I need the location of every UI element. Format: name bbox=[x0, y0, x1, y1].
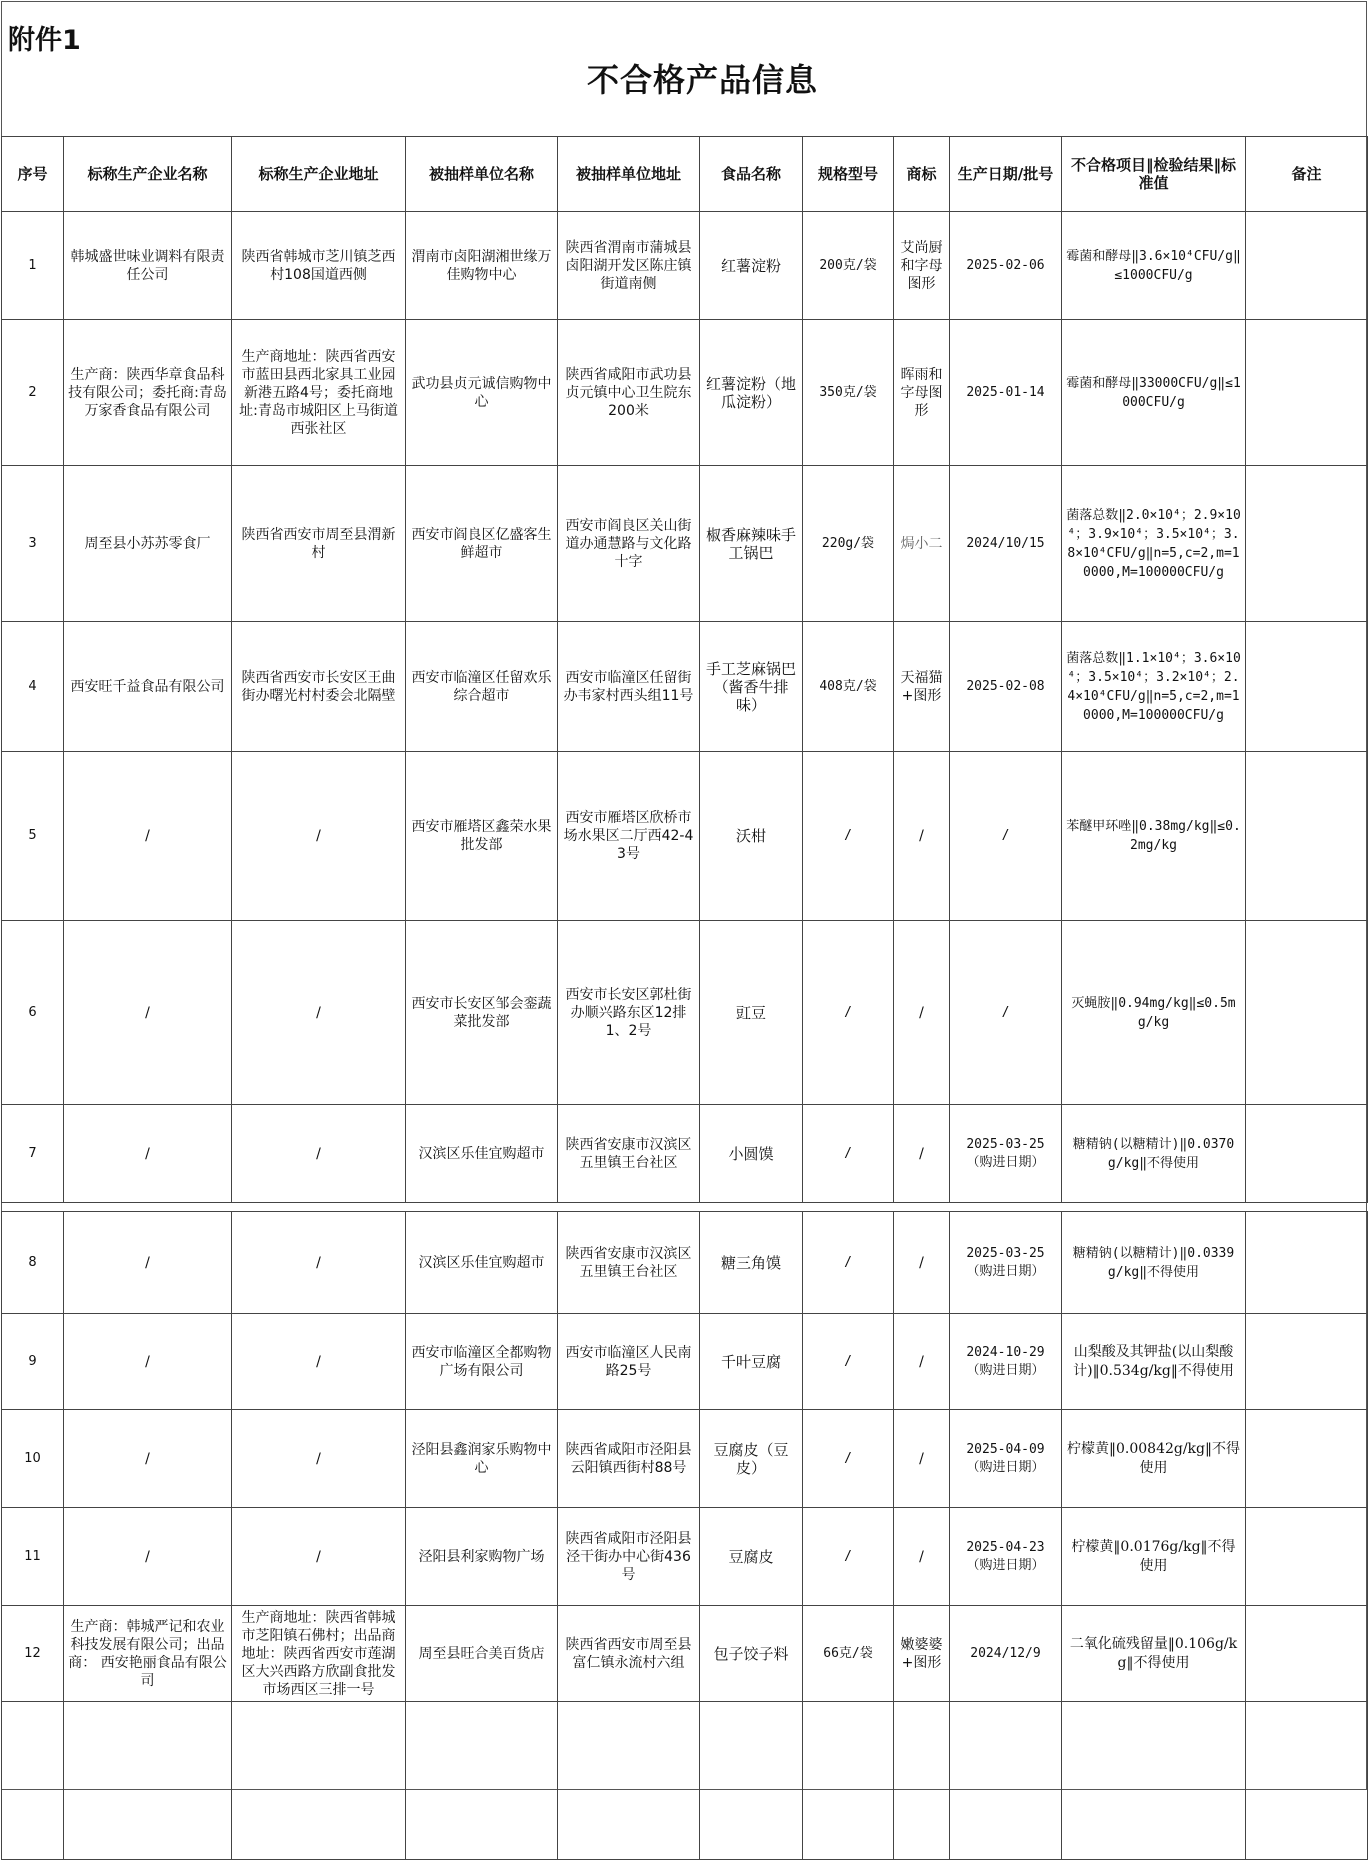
cell-no: 11 bbox=[2, 1508, 64, 1606]
cell-brand: 晖雨和字母图形 bbox=[894, 320, 950, 466]
cell-item: 山梨酸及其钾盐(以山梨酸计)‖0.534g/kg‖不得使用 bbox=[1062, 1314, 1246, 1410]
cell-brand: 艾尚厨和字母图形 bbox=[894, 212, 950, 320]
cell-sampled-name: 汉滨区乐佳宜购超市 bbox=[406, 1212, 558, 1314]
cell-remark bbox=[1246, 752, 1368, 921]
cell-date: / bbox=[950, 921, 1062, 1105]
cell-spec: / bbox=[803, 921, 894, 1105]
cell-no: 4 bbox=[2, 622, 64, 752]
table-row bbox=[2, 466, 1368, 622]
cell-date: 2024-10-29（购进日期） bbox=[950, 1314, 1062, 1410]
cell-brand: / bbox=[894, 752, 950, 921]
cell-remark bbox=[1246, 921, 1368, 1105]
cell-sampled-address: 陕西省西安市周至县富仁镇永流村六组 bbox=[558, 1606, 700, 1702]
cell-spec: 408克/袋 bbox=[803, 622, 894, 752]
cell-producer-address: / bbox=[232, 752, 406, 921]
cell-remark bbox=[1246, 1606, 1368, 1702]
cell-producer-address: 陕西省西安市长安区王曲街办曙光村村委会北隔壁 bbox=[232, 622, 406, 752]
table-row bbox=[2, 1606, 1368, 1702]
cell-brand: / bbox=[894, 921, 950, 1105]
header-item: 不合格项目‖检验结果‖标准值 bbox=[1062, 137, 1246, 212]
cell-sampled-name: 西安市阎良区亿盛客生鲜超市 bbox=[406, 466, 558, 622]
cell-spec: 220g/袋 bbox=[803, 466, 894, 622]
cell-sampled-name bbox=[406, 1702, 558, 1860]
cell-item: 二氧化硫残留量‖0.106g/kg‖不得使用 bbox=[1062, 1606, 1246, 1702]
cell-no: 10 bbox=[2, 1410, 64, 1508]
cell-sampled-name: 西安市长安区邹会銮蔬菜批发部 bbox=[406, 921, 558, 1105]
header-spec: 规格型号 bbox=[803, 137, 894, 212]
attachment-label: 附件1 bbox=[8, 25, 81, 56]
cell-item: 菌落总数‖2.0×10⁴；2.9×10⁴；3.9×10⁴；3.5×10⁴；3.8×10⁴CFU/g‖n=5,c=2,m=10000,M=100000CFU/g bbox=[1062, 466, 1246, 622]
cell-spec: / bbox=[803, 1508, 894, 1606]
cell-remark bbox=[1246, 1410, 1368, 1508]
cell-no: 9 bbox=[2, 1314, 64, 1410]
cell-producer-name: 周至县小苏苏零食厂 bbox=[64, 466, 232, 622]
cell-sampled-address: 陕西省渭南市蒲城县卤阳湖开发区陈庄镇街道南侧 bbox=[558, 212, 700, 320]
cell-remark bbox=[1246, 466, 1368, 622]
cell-spec: / bbox=[803, 1105, 894, 1203]
cell-date: 2025-04-09（购进日期） bbox=[950, 1410, 1062, 1508]
header-producer-address: 标称生产企业地址 bbox=[232, 137, 406, 212]
cell-sampled-address: 陕西省咸阳市武功县贞元镇中心卫生院东200米 bbox=[558, 320, 700, 466]
cell-item: 霉菌和酵母‖33000CFU/g‖≤1000CFU/g bbox=[1062, 320, 1246, 466]
cell-date bbox=[950, 1702, 1062, 1860]
cell-producer-address: 生产商地址：陕西省西安市蓝田县西北家具工业园新港五路4号；委托商地址:青岛市城阳区上马街道西张社区 bbox=[232, 320, 406, 466]
cell-item: 糖精钠(以糖精计)‖0.0339g/kg‖不得使用 bbox=[1062, 1212, 1246, 1314]
cell-remark bbox=[1246, 622, 1368, 752]
cell-remark bbox=[1246, 212, 1368, 320]
cell-spec: / bbox=[803, 752, 894, 921]
header-row bbox=[2, 137, 1368, 212]
header-date: 生产日期/批号 bbox=[950, 137, 1062, 212]
cell-remark bbox=[1246, 1314, 1368, 1410]
cell-no: 3 bbox=[2, 466, 64, 622]
cell-spec: 200克/袋 bbox=[803, 212, 894, 320]
cell-food-name: 沃柑 bbox=[700, 752, 803, 921]
header-producer-name: 标称生产企业名称 bbox=[64, 137, 232, 212]
cell-item: 柠檬黄‖0.00842g/kg‖不得使用 bbox=[1062, 1410, 1246, 1508]
cell-sampled-name: 西安市临潼区全都购物广场有限公司 bbox=[406, 1314, 558, 1410]
cell-sampled-name: 西安市临潼区任留欢乐综合超市 bbox=[406, 622, 558, 752]
cell-food-name: 红薯淀粉 bbox=[700, 212, 803, 320]
cell-sampled-address: 西安市临潼区任留街办韦家村西头组11号 bbox=[558, 622, 700, 752]
cell-no: 5 bbox=[2, 752, 64, 921]
table-row bbox=[2, 1702, 1368, 1860]
cell-producer-name: 生产商：韩城严记和农业科技发展有限公司；出品商： 西安艳丽食品有限公司 bbox=[64, 1606, 232, 1702]
cell-brand: / bbox=[894, 1314, 950, 1410]
cell-item bbox=[1062, 1702, 1246, 1860]
cell-sampled-name: 泾阳县鑫润家乐购物中心 bbox=[406, 1410, 558, 1508]
cell-sampled-address: 西安市雁塔区欣桥市场水果区二厅西42-43号 bbox=[558, 752, 700, 921]
cell-food-name: 千叶豆腐 bbox=[700, 1314, 803, 1410]
cell-producer-address: 陕西省西安市周至县渭新村 bbox=[232, 466, 406, 622]
header-food-name: 食品名称 bbox=[700, 137, 803, 212]
cell-date: 2025-03-25（购进日期） bbox=[950, 1212, 1062, 1314]
table-row bbox=[2, 622, 1368, 752]
cell-item: 柠檬黄‖0.0176g/kg‖不得使用 bbox=[1062, 1508, 1246, 1606]
table-row bbox=[2, 320, 1368, 466]
cell-producer-name bbox=[64, 1702, 232, 1860]
cell-producer-name: / bbox=[64, 1105, 232, 1203]
cell-spec: / bbox=[803, 1212, 894, 1314]
cell-producer-name: 西安旺千益食品有限公司 bbox=[64, 622, 232, 752]
header-no: 序号 bbox=[2, 137, 64, 212]
cell-date: / bbox=[950, 752, 1062, 921]
cell-date: 2025-01-14 bbox=[950, 320, 1062, 466]
cell-no: 2 bbox=[2, 320, 64, 466]
cell-sampled-address: 陕西省安康市汉滨区五里镇王台社区 bbox=[558, 1212, 700, 1314]
cell-spec: / bbox=[803, 1314, 894, 1410]
cell-remark bbox=[1246, 1508, 1368, 1606]
cell-producer-address: / bbox=[232, 1105, 406, 1203]
cell-producer-name: 韩城盛世味业调料有限责任公司 bbox=[64, 212, 232, 320]
cell-date: 2025-03-25（购进日期） bbox=[950, 1105, 1062, 1203]
cell-producer-address bbox=[232, 1702, 406, 1860]
cell-item: 霉菌和酵母‖3.6×10⁴CFU/g‖≤1000CFU/g bbox=[1062, 212, 1246, 320]
cell-no: 8 bbox=[2, 1212, 64, 1314]
cell-remark bbox=[1246, 1702, 1368, 1860]
cell-date: 2025-02-08 bbox=[950, 622, 1062, 752]
table-row bbox=[2, 1105, 1368, 1203]
cell-producer-address: 生产商地址：陕西省韩城市芝阳镇石佛村；出品商地址：陕西省西安市莲湖区大兴西路方欣副食批发市场西区三排一号 bbox=[232, 1606, 406, 1702]
cell-item: 糖精钠(以糖精计)‖0.0370g/kg‖不得使用 bbox=[1062, 1105, 1246, 1203]
cell-item: 苯醚甲环唑‖0.38mg/kg‖≤0.2mg/kg bbox=[1062, 752, 1246, 921]
cell-no: 12 bbox=[2, 1606, 64, 1702]
cell-date: 2025-04-23（购进日期） bbox=[950, 1508, 1062, 1606]
cell-remark bbox=[1246, 1212, 1368, 1314]
cell-item: 灭蝇胺‖0.94mg/kg‖≤0.5mg/kg bbox=[1062, 921, 1246, 1105]
cell-sampled-address: 西安市长安区郭杜街办顺兴路东区12排1、2号 bbox=[558, 921, 700, 1105]
cell-sampled-address: 陕西省安康市汉滨区五里镇王台社区 bbox=[558, 1105, 700, 1203]
unqualified-products-table bbox=[1, 136, 1368, 1860]
cell-spec: / bbox=[803, 1410, 894, 1508]
cell-sampled-name: 武功县贞元诚信购物中心 bbox=[406, 320, 558, 466]
cell-sampled-address: 陕西省咸阳市泾阳县云阳镇西街村88号 bbox=[558, 1410, 700, 1508]
cell-food-name: 糖三角馍 bbox=[700, 1212, 803, 1314]
cell-remark bbox=[1246, 320, 1368, 466]
cell-producer-name: 生产商：陕西华章食品科技有限公司；委托商:青岛万家香食品有限公司 bbox=[64, 320, 232, 466]
cell-producer-name: / bbox=[64, 752, 232, 921]
page-break-row bbox=[2, 1203, 1368, 1212]
cell-item: 菌落总数‖1.1×10⁴；3.6×10⁴；3.5×10⁴；3.2×10⁴；2.4×10⁴CFU/g‖n=5,c=2,m=10000,M=100000CFU/g bbox=[1062, 622, 1246, 752]
cell-producer-address: 陕西省韩城市芝川镇芝西村108国道西侧 bbox=[232, 212, 406, 320]
header-remark: 备注 bbox=[1246, 137, 1368, 212]
cell-sampled-name: 汉滨区乐佳宜购超市 bbox=[406, 1105, 558, 1203]
cell-producer-name: / bbox=[64, 1410, 232, 1508]
cell-food-name: 小圆馍 bbox=[700, 1105, 803, 1203]
table-row bbox=[2, 1314, 1368, 1410]
cell-brand: / bbox=[894, 1105, 950, 1203]
header-brand: 商标 bbox=[894, 137, 950, 212]
cell-date: 2024/12/9 bbox=[950, 1606, 1062, 1702]
cell-food-name: 豇豆 bbox=[700, 921, 803, 1105]
table-row bbox=[2, 1410, 1368, 1508]
cell-no: 7 bbox=[2, 1105, 64, 1203]
cell-food-name bbox=[700, 1702, 803, 1860]
cell-producer-address: / bbox=[232, 1212, 406, 1314]
cell-no: 1 bbox=[2, 212, 64, 320]
table-row bbox=[2, 212, 1368, 320]
header-sampled-name: 被抽样单位名称 bbox=[406, 137, 558, 212]
cell-spec: 350克/袋 bbox=[803, 320, 894, 466]
cell-date: 2025-02-06 bbox=[950, 212, 1062, 320]
cell-food-name: 椒香麻辣味手工锅巴 bbox=[700, 466, 803, 622]
header-sampled-address: 被抽样单位地址 bbox=[558, 137, 700, 212]
cell-no: 6 bbox=[2, 921, 64, 1105]
cell-sampled-name: 泾阳县利家购物广场 bbox=[406, 1508, 558, 1606]
cell-spec: 66克/袋 bbox=[803, 1606, 894, 1702]
cell-sampled-address: 西安市临潼区人民南路25号 bbox=[558, 1314, 700, 1410]
cell-producer-name: / bbox=[64, 1508, 232, 1606]
cell-food-name: 手工芝麻锅巴（酱香牛排味） bbox=[700, 622, 803, 752]
cell-producer-name: / bbox=[64, 1212, 232, 1314]
cell-remark bbox=[1246, 1105, 1368, 1203]
cell-sampled-name: 渭南市卤阳湖湘世缘万佳购物中心 bbox=[406, 212, 558, 320]
cell-brand bbox=[894, 1702, 950, 1860]
cell-brand: 嫩婆婆+图形 bbox=[894, 1606, 950, 1702]
table-row bbox=[2, 1508, 1368, 1606]
cell-producer-address: / bbox=[232, 921, 406, 1105]
cell-sampled-address: 西安市阎良区关山街道办通慧路与文化路十字 bbox=[558, 466, 700, 622]
cell-producer-name: / bbox=[64, 921, 232, 1105]
cell-brand: / bbox=[894, 1508, 950, 1606]
cell-sampled-address: 陕西省咸阳市泾阳县泾干街办中心街436号 bbox=[558, 1508, 700, 1606]
cell-producer-address: / bbox=[232, 1410, 406, 1508]
cell-sampled-name: 周至县旺合美百货店 bbox=[406, 1606, 558, 1702]
cell-spec bbox=[803, 1702, 894, 1860]
cell-producer-address: / bbox=[232, 1314, 406, 1410]
cell-date: 2024/10/15 bbox=[950, 466, 1062, 622]
table-row bbox=[2, 921, 1368, 1105]
cell-food-name: 豆腐皮（豆皮） bbox=[700, 1410, 803, 1508]
cell-brand: / bbox=[894, 1410, 950, 1508]
cell-food-name: 豆腐皮 bbox=[700, 1508, 803, 1606]
cell-no bbox=[2, 1702, 64, 1860]
cell-sampled-address bbox=[558, 1702, 700, 1860]
page-title: 不合格产品信息 bbox=[586, 61, 818, 99]
cell-brand: / bbox=[894, 1212, 950, 1314]
cell-producer-address: / bbox=[232, 1508, 406, 1606]
cell-brand: 天福猫+图形 bbox=[894, 622, 950, 752]
cell-producer-name: / bbox=[64, 1314, 232, 1410]
table-row bbox=[2, 752, 1368, 921]
cell-sampled-name: 西安市雁塔区鑫荣水果批发部 bbox=[406, 752, 558, 921]
cell-food-name: 包子饺子料 bbox=[700, 1606, 803, 1702]
cell-food-name: 红薯淀粉（地瓜淀粉） bbox=[700, 320, 803, 466]
table-row bbox=[2, 1212, 1368, 1314]
cell-brand: 焗小二 bbox=[894, 466, 950, 622]
